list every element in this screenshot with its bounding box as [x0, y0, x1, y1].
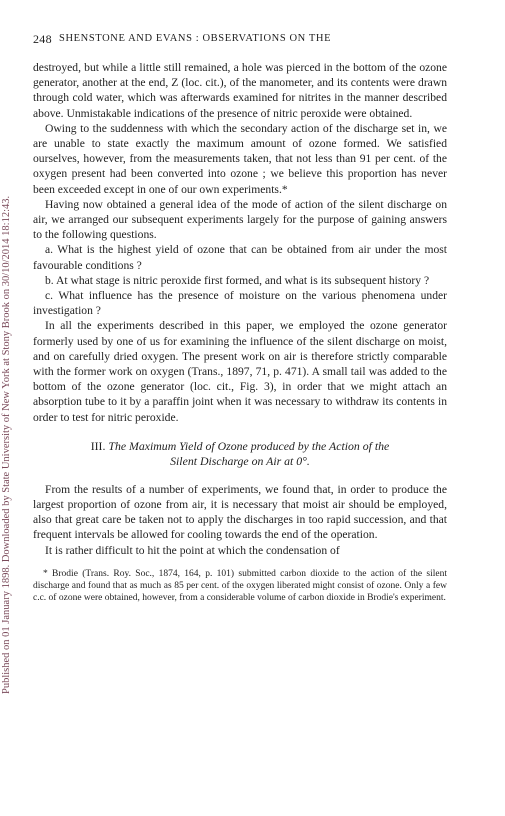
paragraph: destroyed, but while a little still remained, a hole was pierced in the bottom of the ozone generator, another at the end, Z (loc. cit.), of the manometer, and its contents were drawn through cold water, which was afterwards examined for nitrites in the manner described above. Unmistakable indications of the presence of nitric peroxide were obtained.	[33, 61, 447, 120]
main-text	[33, 60, 447, 558]
paragraph: Having now obtained a general idea of the mode of action of the silent discharge on air, we arranged our subsequent experiments largely for the purpose of gaining answers to the following questions.	[33, 197, 447, 242]
download-watermark	[1, 24, 15, 694]
section-number: III.	[90, 438, 106, 453]
question-b: b. At what stage is nitric peroxide first formed, and what is its subsequent history ?	[45, 273, 430, 287]
footnote-text: * Brodie (Trans. Roy. Soc., 1874, 164, p. 101) submitted carbon dioxide to the action of the silent discharge and found that as much as 85 per cent. of the oxygen liberated might consist of ozone. Only a few c.c. of ozone were obtained, however, from a considerable volume of carbon dioxide in Brodie's experiment.	[33, 568, 447, 603]
paragraph: From the results of a number of experiments, we found that, in order to produce the largest proportion of ozone from air, it is necessary that moist air should be employed, also that great care be taken not to apply the discharges in too rapid succession, and that frequent intervals be allowed for cooling towards the end of the operation.	[33, 482, 447, 542]
page-number: 248	[33, 32, 52, 46]
download-watermark-text: Published on 01 January 1898. Downloaded by State University of New York at Stony Brook on 30/10/2014 18:12:43.	[1, 195, 12, 694]
question-c: c. What influence has the presence of moisture on the various phenomena under investigation ?	[33, 289, 447, 318]
section-title-line2: Silent Discharge on Air at 0°.	[170, 454, 310, 469]
section-title-line1: The Maximum Yield of Ozone produced by the Action of the	[108, 438, 390, 453]
footnote	[33, 568, 447, 604]
paragraph: It is rather difficult to hit the point at which the condensation of	[45, 543, 340, 557]
journal-page	[33, 32, 447, 604]
question-a: a. What is the highest yield of ozone that can be obtained from air under the most favourable conditions ?	[33, 243, 447, 272]
running-title: SHENSTONE AND EVANS : OBSERVATIONS ON THE	[59, 33, 332, 44]
paragraph: In all the experiments described in this paper, we employed the ozone generator formerly used by one of us for examining the influence of the silent discharge on moist, and on carefully dried oxygen. The present work on air is therefore strictly comparable with the former work on oxygen (Trans., 1897, 71, p. 471). A small tail was added to the bottom of the ozone generator (loc. cit., Fig. 3), in order that we might attach an absorption tube to it by a paraffin joint when it was necessary to withdraw its contents in order to test for nitric peroxide.	[33, 319, 447, 424]
section-heading	[33, 439, 447, 470]
paragraph: Owing to the suddenness with which the secondary action of the discharge set in, we are unable to state exactly the maximum amount of ozone formed. We satisfied ourselves, however, from the measurements taken, that not less than 91 per cent. of the oxygen present had been converted into ozone ; we believe this proportion has never been exceeded except in one of our own experiments.*	[33, 121, 447, 196]
page-header	[33, 32, 447, 50]
